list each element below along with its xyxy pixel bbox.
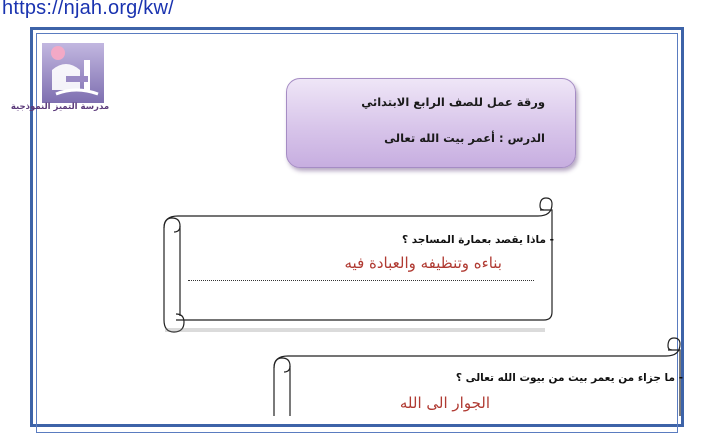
answer-2: الجوار الى الله bbox=[399, 394, 490, 412]
school-name: مدرسة التميز النموذجية bbox=[10, 102, 110, 112]
lesson-title: الدرس : أعمر بيت الله تعالى bbox=[384, 131, 545, 145]
question-2: - ما جزاء من يعمر بيت من بيوت الله تعالى ؟ bbox=[455, 372, 683, 384]
question-1: - ماذا يقصد بعمارة المساجد ؟ bbox=[401, 234, 554, 246]
title-box bbox=[286, 78, 576, 168]
answer-1: بناءه وتنظيفه والعبادة فيه bbox=[344, 254, 502, 272]
worksheet-title: ورقة عمل للصف الرابع الابتدائي bbox=[361, 95, 545, 109]
page-url[interactable]: https://njah.org/kw/ bbox=[2, 0, 174, 19]
answer-line-1 bbox=[188, 280, 534, 281]
